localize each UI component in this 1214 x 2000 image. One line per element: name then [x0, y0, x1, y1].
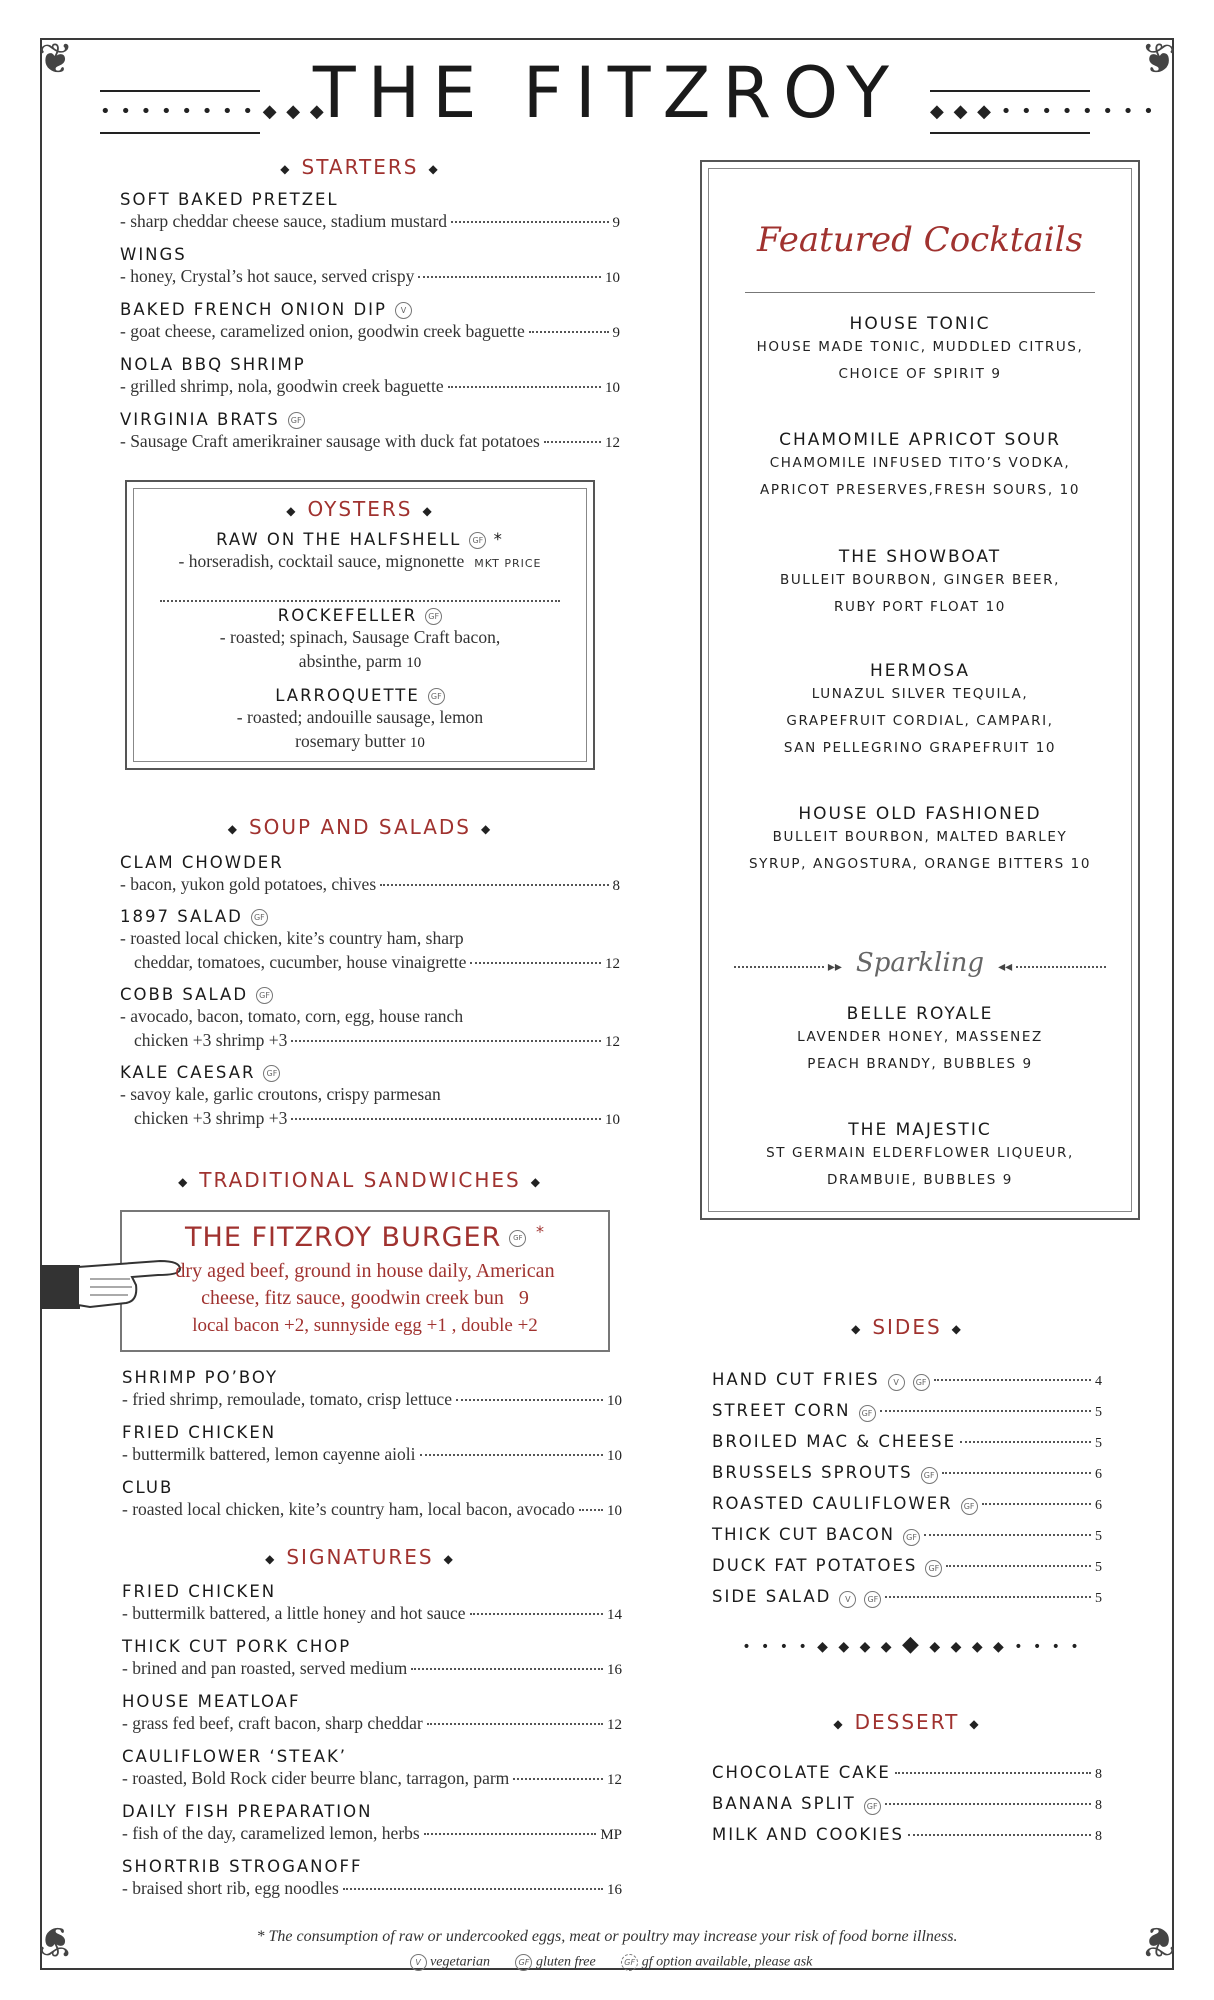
item-desc: - roasted local chicken, kite’s country ham, sharp [120, 928, 464, 948]
cocktail-desc: BULLEIT BOURBON, GINGER BEER, [779, 572, 1061, 588]
dot-leader [470, 1613, 603, 1615]
item-price: 5 [1095, 1560, 1102, 1575]
cocktail-item [700, 1004, 1140, 1078]
menu-item [122, 1857, 622, 1902]
cocktail-desc: RUBY PORT FLOAT 10 [834, 599, 1006, 615]
menu-item [120, 985, 620, 1054]
item-desc [122, 1766, 622, 1792]
gluten-free-icon: GF [859, 1405, 876, 1422]
section-heading-soup-salads: ◆ SOUP AND SALADS ◆ [227, 815, 493, 839]
cocktail-item [700, 804, 1140, 878]
item-name: BRUSSELS SPROUTS [712, 1463, 913, 1482]
side-item [712, 1494, 1102, 1515]
menu-item [122, 1368, 622, 1413]
item-price: 10 [607, 1448, 622, 1464]
menu-item [122, 1802, 622, 1847]
dot-leader [427, 1723, 603, 1725]
item-desc: absinthe, parm 10 [298, 651, 422, 671]
item-desc: - roasted; spinach, Sausage Craft bacon, [219, 627, 501, 647]
item-name: HOUSE MEATLOAF [122, 1692, 301, 1711]
cocktail-name: BELLE ROYALE [846, 1004, 994, 1024]
item-desc-text: - sharp cheddar cheese sauce, stadium mustard [120, 211, 448, 231]
dot-leader [880, 1410, 1091, 1412]
item-desc [120, 264, 620, 290]
cocktail-desc: CHOICE OF SPIRIT 9 [838, 366, 1002, 382]
item-desc [122, 1387, 622, 1413]
vegetarian-icon: V [839, 1591, 856, 1608]
cocktail-desc: LUNAZUL SILVER TEQUILA, [811, 686, 1029, 702]
cocktail-item [700, 314, 1140, 388]
side-item [712, 1825, 1102, 1845]
dot-leader [448, 386, 601, 388]
cocktail-item [700, 547, 1140, 621]
cocktail-desc: BULLEIT BOURBON, MALTED BARLEY [772, 829, 1068, 845]
item-price: 10 [406, 655, 422, 671]
dot-leader [411, 1668, 603, 1670]
item-name: ROASTED CAULIFLOWER [712, 1494, 953, 1513]
cocktail-desc: SAN PELLEGRINO GRAPEFRUIT 10 [783, 740, 1057, 756]
cocktail-desc: ST GERMAIN ELDERFLOWER LIQUEUR, [766, 1145, 1074, 1161]
item-desc [120, 1028, 620, 1054]
gluten-free-icon: GF [256, 987, 273, 1004]
item-desc-text: - roasted local chicken, kite’s country ham, local bacon, avocado [122, 1499, 575, 1519]
item-price: MKT PRICE [474, 557, 542, 570]
side-item [712, 1432, 1102, 1452]
dot-leader [908, 1834, 1091, 1836]
item-name: SHORTRIB STROGANOFF [122, 1857, 363, 1876]
cocktail-item [700, 661, 1140, 762]
item-desc [122, 1656, 622, 1682]
item-desc-text: - grass fed beef, craft bacon, sharp cheddar [122, 1713, 423, 1733]
item-price: 5 [1095, 1529, 1102, 1544]
side-item [712, 1794, 1102, 1815]
menu-item [120, 1063, 620, 1132]
menu-item [120, 410, 620, 455]
item-name: DAILY FISH PREPARATION [122, 1802, 373, 1821]
item-name: KALE CAESAR GF [120, 1063, 620, 1082]
burger-name: THE FITZROY BURGER GF * [185, 1222, 545, 1253]
item-desc-text: - honey, Crystal’s hot sauce, served crispy [120, 266, 415, 286]
title-ornament-right: ◆ ◆ ◆ • • • • • • • • [930, 80, 1156, 143]
menu-item [120, 245, 620, 290]
dot-leader [942, 1472, 1091, 1474]
cocktail-name: CHAMOMILE APRICOT SOUR [779, 430, 1061, 450]
item-price: 12 [605, 956, 620, 972]
gluten-free-icon: GF [913, 1374, 930, 1391]
menu-item [120, 907, 620, 976]
sides-ornament: • • • • ◆ ◆ ◆ ◆ ◆ ◆ ◆ ◆ ◆ • • • • [742, 1632, 1082, 1657]
menu-item [122, 1423, 622, 1468]
oysters-divider [160, 600, 560, 602]
item-name: VIRGINIA BRATS GF [120, 410, 620, 429]
gluten-free-icon: GF [864, 1591, 881, 1608]
item-desc-text: - bacon, yukon gold potatoes, chives [120, 874, 377, 894]
item-desc [120, 872, 620, 898]
item-desc-text: - grilled shrimp, nola, goodwin creek baguette [120, 376, 444, 396]
burger-desc-line1: dry aged beef, ground in house daily, American [175, 1260, 555, 1282]
raw-marker: * [486, 530, 504, 549]
sparkling-divider: ▸▸ Sparkling ◂◂ [730, 948, 1110, 978]
item-name: THICK CUT PORK CHOP [122, 1637, 352, 1656]
item-name: FRIED CHICKEN [122, 1423, 277, 1442]
gluten-free-icon: GF [251, 909, 268, 926]
dot-leader [420, 1454, 603, 1456]
item-name: NOLA BBQ SHRIMP [120, 355, 306, 374]
item-name: WINGS [120, 245, 187, 264]
section-heading-signatures: ◆ SIGNATURES ◆ [265, 1545, 455, 1569]
item-price: 12 [605, 435, 620, 451]
cocktail-name: HOUSE TONIC [849, 314, 991, 334]
dot-leader [424, 1833, 597, 1835]
side-item [712, 1463, 1102, 1484]
item-desc [122, 1601, 622, 1627]
item-desc [120, 319, 620, 345]
gluten-free-icon: GF [903, 1529, 920, 1546]
vegetarian-icon: V [395, 302, 412, 319]
item-price: 5 [1095, 1436, 1102, 1451]
oyster-item [130, 530, 590, 576]
dot-leader [579, 1509, 603, 1511]
footer-disclaimer: * The consumption of raw or undercooked eggs, meat or poultry may increase your risk of food borne illness. [256, 1928, 958, 1945]
item-name: SIDE SALAD [712, 1587, 832, 1606]
item-desc: rosemary butter 10 [295, 731, 425, 751]
cocktail-name: HERMOSA [869, 661, 971, 681]
item-name: ROCKEFELLER GF [130, 606, 590, 625]
dot-leader [380, 884, 608, 886]
cocktail-item [700, 430, 1140, 504]
item-name: LARROQUETTE GF [130, 686, 590, 705]
item-desc [120, 950, 620, 976]
side-item [712, 1556, 1102, 1577]
item-desc [120, 429, 620, 455]
corner-ornament-icon: ❦ [38, 1917, 74, 1966]
cocktail-desc: PEACH BRANDY, BUBBLES 9 [807, 1056, 1033, 1072]
dot-leader [418, 276, 601, 278]
dot-leader [885, 1596, 1091, 1598]
item-price: 10 [607, 1503, 622, 1519]
item-name: DUCK FAT POTATOES [712, 1556, 918, 1575]
item-name: STREET CORN [712, 1401, 851, 1420]
item-name: THICK CUT BACON [712, 1525, 896, 1544]
gluten-free-icon: GF [925, 1560, 942, 1577]
item-name: BANANA SPLIT [712, 1794, 856, 1813]
item-name: 1897 SALAD GF [120, 907, 620, 926]
side-item [712, 1401, 1102, 1422]
menu-item [120, 300, 620, 345]
item-desc: - roasted; andouille sausage, lemon [236, 707, 484, 727]
dot-leader [982, 1503, 1091, 1505]
item-desc: - savoy kale, garlic croutons, crispy parmesan [120, 1084, 441, 1104]
item-price: 16 [607, 1882, 622, 1898]
item-desc-text: - brined and pan roasted, served medium [122, 1658, 408, 1678]
footer-legend: V vegetarian GF gluten free GF gf option available, please ask [0, 1954, 1214, 1971]
cocktail-desc: GRAPEFRUIT CORDIAL, CAMPARI, [786, 713, 1054, 729]
dot-leader [544, 441, 601, 443]
section-heading-sides: ◆ SIDES ◆ [851, 1315, 963, 1339]
burger-desc-line2: cheese, fitz sauce, goodwin creek bun 9 [201, 1287, 529, 1309]
sparkling-heading: Sparkling [855, 948, 985, 978]
restaurant-title: THE FITZROY [312, 52, 902, 134]
vegetarian-icon: V [410, 1954, 427, 1971]
item-name: SHRIMP PO’BOY [122, 1368, 279, 1387]
menu-item [122, 1747, 622, 1792]
item-price: 10 [409, 735, 425, 751]
item-price: 10 [605, 270, 620, 286]
item-price: 8 [1095, 1767, 1102, 1782]
item-desc: - horseradish, cocktail sauce, mignonette MKT PRICE [178, 551, 542, 571]
item-desc-text: - buttermilk battered, a little honey and hot sauce [122, 1603, 466, 1623]
corner-ornament-icon: ❦ [38, 34, 74, 83]
item-price: 5 [1095, 1591, 1102, 1606]
cocktails-heading: Featured Cocktails [757, 220, 1083, 260]
section-heading-oysters: ◆ OYSTERS ◆ [286, 497, 434, 521]
item-name: FRIED CHICKEN [122, 1582, 277, 1601]
item-name: CAULIFLOWER ‘STEAK’ [122, 1747, 348, 1766]
gluten-free-icon: GF [263, 1065, 280, 1082]
side-item [712, 1525, 1102, 1546]
item-price: 9 [612, 215, 620, 231]
item-price: 10 [605, 1112, 620, 1128]
cocktails-rule [745, 292, 1095, 293]
item-desc-text: - buttermilk battered, lemon cayenne aioli [122, 1444, 416, 1464]
cocktail-desc: SYRUP, ANGOSTURA, ORANGE BITTERS 10 [748, 856, 1092, 872]
cocktail-name: HOUSE OLD FASHIONED [798, 804, 1042, 824]
corner-ornament-icon: ❦ [1140, 1917, 1176, 1966]
item-price: 10 [607, 1393, 622, 1409]
item-price: 6 [1095, 1498, 1102, 1513]
item-price: MP [600, 1827, 622, 1843]
item-price: 8 [1095, 1798, 1102, 1813]
item-desc [122, 1821, 622, 1847]
dot-leader [456, 1399, 603, 1401]
item-name: CLAM CHOWDER [120, 853, 284, 872]
side-item [712, 1587, 1102, 1608]
menu-item [122, 1478, 622, 1523]
item-name: SOFT BAKED PRETZEL [120, 190, 339, 209]
item-desc: - avocado, bacon, tomato, corn, egg, house ranch [120, 1006, 464, 1026]
item-desc-text: - goat cheese, caramelized onion, goodwin creek baguette [120, 321, 525, 341]
dot-leader [946, 1565, 1091, 1567]
dot-leader [291, 1118, 601, 1120]
cocktail-item [700, 1120, 1140, 1194]
gluten-free-icon: GF [469, 532, 486, 549]
dot-leader [343, 1888, 603, 1890]
item-name: COBB SALAD GF [120, 985, 620, 1004]
item-name: CLUB [122, 1478, 174, 1497]
menu-item [122, 1582, 622, 1627]
item-desc [122, 1497, 622, 1523]
item-desc-text: - fried shrimp, remoulade, tomato, crisp lettuce [122, 1389, 452, 1409]
dot-leader [291, 1040, 601, 1042]
item-name: BAKED FRENCH ONION DIP V [120, 300, 620, 319]
dot-leader [924, 1534, 1091, 1536]
section-heading-sandwiches: ◆ TRADITIONAL SANDWICHES ◆ [178, 1168, 542, 1192]
cocktail-desc: CHAMOMILE INFUSED TITO’S VODKA, [769, 455, 1071, 471]
menu-item [120, 190, 620, 235]
item-desc [122, 1711, 622, 1737]
item-price: 8 [612, 878, 620, 894]
item-desc [122, 1442, 622, 1468]
section-heading-starters: ◆ STARTERS ◆ [280, 155, 440, 179]
dot-leader [934, 1379, 1091, 1381]
item-desc [120, 374, 620, 400]
item-price: 9 [612, 325, 620, 341]
burger-desc-line3: local bacon +2, sunnyside egg +1 , double +2 [192, 1315, 538, 1336]
side-item [712, 1370, 1102, 1391]
oyster-item [130, 686, 590, 755]
item-price: 12 [605, 1034, 620, 1050]
dot-leader [470, 962, 601, 964]
gluten-free-icon: GF [864, 1798, 881, 1815]
side-item [712, 1763, 1102, 1783]
item-name: HAND CUT FRIES [712, 1370, 880, 1389]
cocktail-desc: DRAMBUIE, BUBBLES 9 [827, 1172, 1013, 1188]
menu-item [120, 853, 620, 898]
gluten-free-icon: GF [425, 608, 442, 625]
item-name: MILK AND COOKIES [712, 1825, 905, 1844]
menu-item [122, 1637, 622, 1682]
item-price: 12 [607, 1772, 622, 1788]
cocktail-desc: LAVENDER HONEY, MASSENEZ [797, 1029, 1043, 1045]
item-price: 8 [1095, 1829, 1102, 1844]
item-price: 12 [607, 1717, 622, 1733]
section-heading-dessert: ◆ DESSERT ◆ [833, 1710, 981, 1734]
dot-leader [895, 1772, 1091, 1774]
title-ornament-left: • • • • • • • • ◆ ◆ ◆ [100, 80, 326, 143]
cocktail-desc: APRICOT PRESERVES,FRESH SOURS, 10 [759, 482, 1081, 498]
item-desc [120, 209, 620, 235]
item-name: RAW ON THE HALFSHELL GF * [216, 530, 504, 549]
corner-ornament-icon: ❦ [1140, 34, 1176, 83]
item-price: 10 [605, 380, 620, 396]
cocktail-name: THE SHOWBOAT [838, 547, 1002, 567]
gf-option-icon: GF [621, 1954, 638, 1971]
item-desc [120, 1106, 620, 1132]
oyster-item [130, 606, 590, 675]
cocktail-name: THE MAJESTIC [848, 1120, 992, 1140]
item-desc-text: - roasted, Bold Rock cider beurre blanc, tarragon, parm [122, 1768, 510, 1788]
gluten-free-icon: GF [921, 1467, 938, 1484]
item-desc-text: chicken +3 shrimp +3 [134, 1030, 288, 1050]
item-name: CHOCOLATE CAKE [712, 1763, 891, 1782]
item-desc-text: - fish of the day, caramelized lemon, herbs [122, 1823, 420, 1843]
vegetarian-icon: V [888, 1374, 905, 1391]
item-price: 5 [1095, 1405, 1102, 1420]
dot-leader [529, 331, 609, 333]
menu-item [122, 1692, 622, 1737]
item-price: 4 [1095, 1374, 1102, 1389]
item-price: 14 [607, 1607, 622, 1623]
item-desc-text: - Sausage Craft amerikrainer sausage with duck fat potatoes [120, 431, 540, 451]
dot-leader [960, 1441, 1091, 1443]
item-desc-text: - braised short rib, egg noodles [122, 1878, 339, 1898]
gluten-free-icon: GF [428, 688, 445, 705]
item-desc [122, 1876, 622, 1902]
gluten-free-icon: GF [288, 412, 305, 429]
item-desc-text: cheddar, tomatoes, cucumber, house vinaigrette [134, 952, 467, 972]
gluten-free-icon: GF [961, 1498, 978, 1515]
dot-leader [513, 1778, 603, 1780]
item-price: 6 [1095, 1467, 1102, 1482]
gluten-free-icon: GF [515, 1954, 532, 1971]
dot-leader [451, 221, 608, 223]
dot-leader [885, 1803, 1091, 1805]
item-name: BROILED MAC & CHEESE [712, 1432, 956, 1451]
cocktail-desc: HOUSE MADE TONIC, MUDDLED CITRUS, [756, 339, 1084, 355]
menu-item [120, 355, 620, 400]
item-desc-text: chicken +3 shrimp +3 [134, 1108, 288, 1128]
item-price: 16 [607, 1662, 622, 1678]
